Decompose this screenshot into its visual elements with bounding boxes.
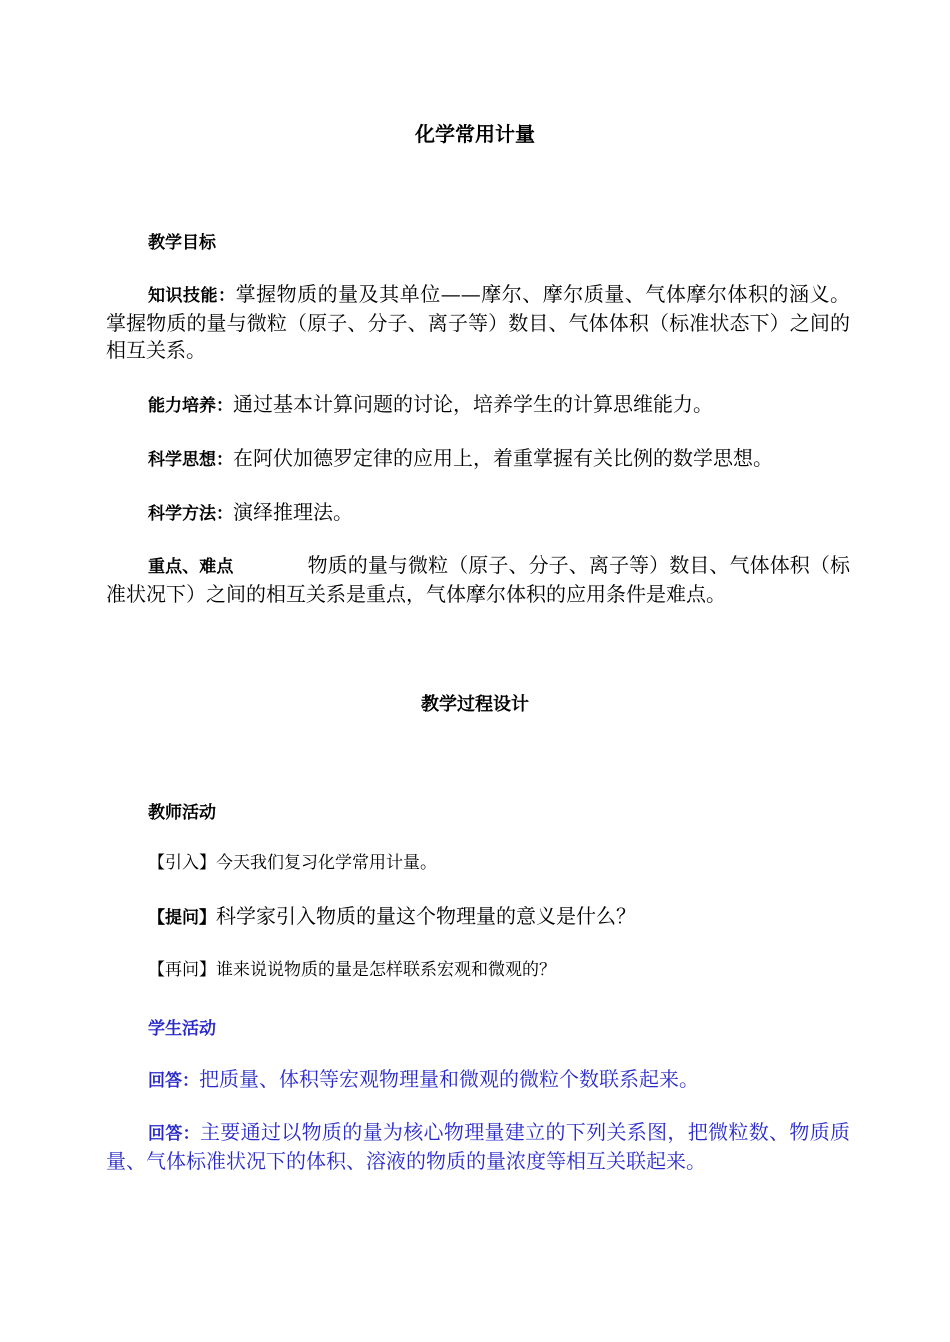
intro-paragraph (106, 850, 850, 877)
method-text: 演绎推理法。 (233, 500, 353, 524)
intro-text: 【引入】今天我们复习化学常用计量。 (148, 853, 437, 873)
requestion-text: 【再问】谁来说说物质的量是怎样联系宏观和微观的？ (148, 960, 556, 980)
ability-label: 能力培养： (148, 396, 233, 416)
answer2-text: 主要通过以物质的量为核心物理量建立的下列关系图，把微粒数、物质质量、气体标准状况下的体积、溶液的物质的量浓度等相互关联起来。 (106, 1120, 851, 1173)
knowledge-text: 掌握物质的量及其单位——摩尔、摩尔质量、气体摩尔体积的涵义。掌握物质的量与微粒（原子、分子、离子等）数目、气体体积（标准状态下）之间的相互关系。 (106, 282, 851, 362)
document-title: 化学常用计量 (415, 122, 535, 146)
question-label: 【提问】 (148, 908, 216, 928)
knowledge-label: 知识技能： (148, 286, 236, 306)
answer1-paragraph (106, 1066, 850, 1095)
answer2-label: 回答： (148, 1124, 200, 1144)
method-paragraph (106, 499, 850, 528)
thought-label: 科学思想： (148, 450, 233, 470)
question-text: 科学家引入物质的量这个物理量的意义是什么？ (216, 904, 636, 928)
keypoints-text: 物质的量与微粒（原子、分子、离子等）数目、气体体积（标准状况下）之间的相互关系是重点，气体摩尔体积的应用条件是难点。 (106, 553, 850, 606)
answer1-text: 把质量、体积等宏观物理量和微观的微粒个数联系起来。 (199, 1067, 699, 1091)
keypoints-paragraph (106, 552, 850, 608)
keypoints-label: 重点、难点 (148, 557, 234, 577)
process-title: 教学过程设计 (421, 694, 529, 715)
requestion-paragraph (106, 957, 850, 984)
question-paragraph (106, 903, 850, 932)
thought-paragraph (106, 445, 850, 474)
ability-paragraph (106, 391, 850, 420)
objectives-heading: 教学目标 (148, 233, 216, 253)
thought-text: 在阿伏加德罗定律的应用上，着重掌握有关比例的数学思想。 (233, 446, 773, 470)
answer1-label: 回答： (148, 1071, 199, 1091)
student-heading: 学生活动 (148, 1019, 216, 1039)
answer2-paragraph (106, 1119, 850, 1175)
method-label: 科学方法： (148, 504, 233, 524)
ability-text: 通过基本计算问题的讨论，培养学生的计算思维能力。 (233, 392, 713, 416)
knowledge-paragraph (106, 281, 850, 364)
teacher-heading: 教师活动 (148, 803, 216, 823)
